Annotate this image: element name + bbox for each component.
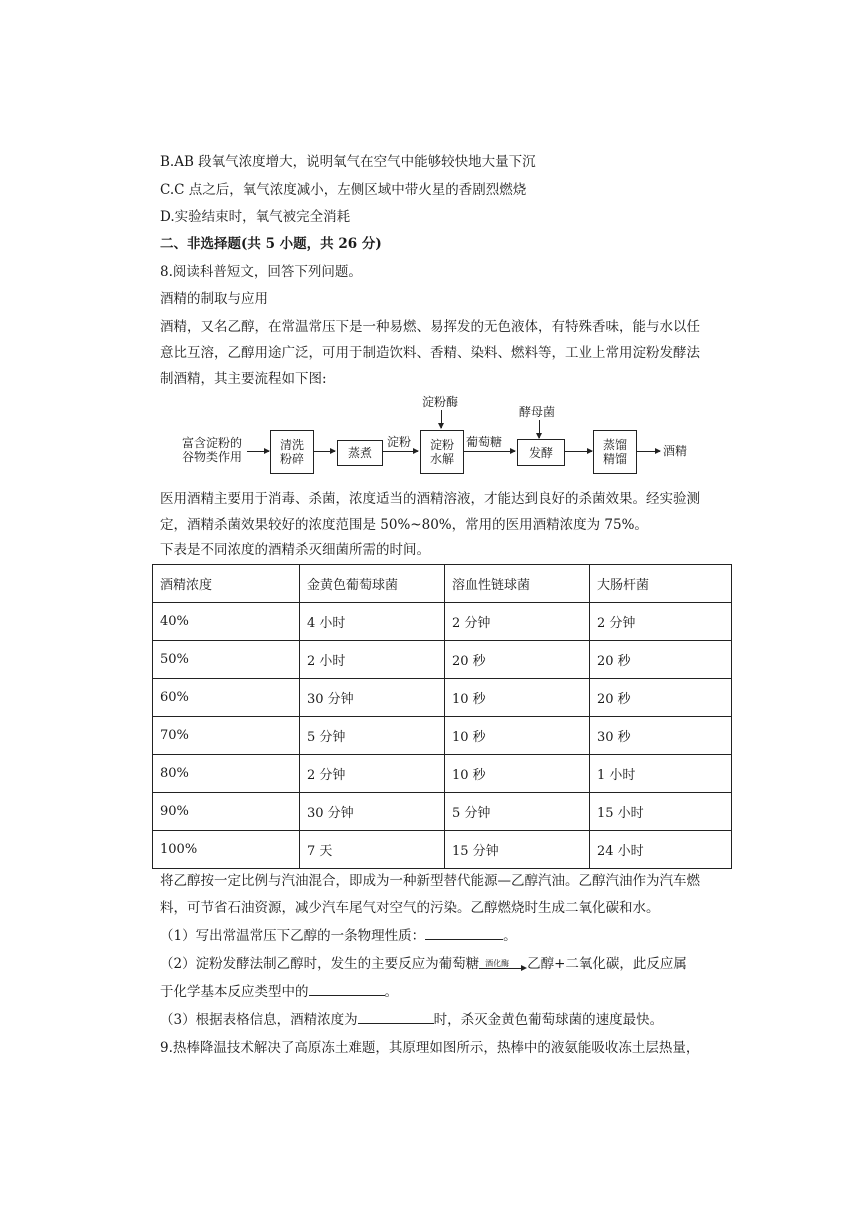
question-2-text-line-2: 于化学基本反应类型中的 [160,984,309,1000]
flow-box-distill-label: 蒸馏 [602,438,627,452]
reaction-arrow [479,958,527,972]
question-8-intro: 8.阅读科普短文，回答下列问题。 [160,264,362,280]
table-cell: 30 分钟 [300,793,445,831]
table-header-cell: 酒精浓度 [153,565,300,603]
paragraph-2-line-2: 定，酒精杀菌效果较好的浓度范围是 50%~80%，常用的医用酒精浓度为 75%。 [160,517,648,533]
arrow-1 [247,451,269,452]
flow-box-wash-crush [270,430,314,474]
flow-box-ferment-label: 发酵 [528,445,553,460]
table-cell: 40% [153,603,300,641]
table-row [153,755,732,793]
paragraph-2-line-3: 下表是不同浓度的酒精杀灭细菌所需的时间。 [160,542,430,558]
table-cell: 100% [153,831,300,869]
question-1-text: （1）写出常温常压下乙醇的一条物理性质： [160,928,426,944]
alcohol-sterilization-table [152,564,732,869]
arrow-4 [463,451,515,452]
table-cell: 60% [153,679,300,717]
answer-blank-3[interactable] [358,1011,434,1024]
table-cell: 80% [153,755,300,793]
flow-box-steam [337,440,383,466]
table-cell: 2 分钟 [300,755,445,793]
paragraph-1-line-1: 酒精，又名乙醇，在常温常压下是一种易燃、易挥发的无色液体，有特殊香味，能与水以任 [160,319,700,335]
table-cell: 5 分钟 [445,793,590,831]
table-cell: 4 小时 [300,603,445,641]
flow-label-amylase: 淀粉酶 [422,395,459,409]
paragraph-3-line-2: 料，可节省石油资源，减少汽车尾气对空气的污染。乙醇燃烧时生成二氧化碳和水。 [160,900,660,916]
table-cell: 50% [153,641,300,679]
table-cell: 5 分钟 [300,717,445,755]
paragraph-1-line-3: 制酒精，其主要流程如下图: [160,371,327,387]
question-2-text-cont: 乙醇+二氧化碳，此反应属 [527,956,687,972]
flow-box-hydrolysis [420,430,464,474]
table-cell: 10 秒 [445,755,590,793]
flow-box-hydrolysis-label: 水解 [429,452,454,466]
flow-box-distill [593,430,637,474]
question-9-intro: 9.热棒降温技术解决了高原冻土难题，其原理如图所示，热棒中的液氨能吸收冻土层热量， [160,1040,700,1056]
flow-box-crush-label: 粉碎 [279,452,304,466]
table-cell: 10 秒 [445,679,590,717]
option-d: D.实验结束时，氧气被完全消耗 [160,209,351,225]
table-row [153,679,732,717]
question-3-text-cont: 时，杀灭金黄色葡萄球菌的速度最快。 [433,1012,664,1028]
answer-blank-2[interactable] [309,983,385,996]
question-3 [160,1011,663,1029]
table-cell: 15 分钟 [445,831,590,869]
arrow-amylase [441,410,442,428]
flow-label-glucose: 葡萄糖 [466,435,503,449]
table-row [153,641,732,679]
table-header-cell: 溶血性链球菌 [445,565,590,603]
paragraph-2-line-1: 医用酒精主要用于消毒、杀菌，浓度适当的酒精溶液，才能达到良好的杀菌效果。经实验测 [160,491,700,507]
paragraph-3-line-1: 将乙醇按一定比例与汽油混合，即成为一种新型替代能源—乙醇汽油。乙醇汽油作为汽车燃 [160,873,700,889]
flow-box-rectify-label: 精馏 [602,452,627,466]
question-3-text: （3）根据表格信息，酒精浓度为 [160,1012,358,1028]
table-row [153,603,732,641]
catalyst-label: 酒化酶 [485,958,510,968]
arrow-6 [636,451,660,452]
table-cell: 70% [153,717,300,755]
table-cell: 2 分钟 [445,603,590,641]
article-title: 酒精的制取与应用 [160,291,268,307]
flow-start-line-1: 富含淀粉的 [182,436,243,450]
question-2-line-2 [160,983,398,1001]
question-2-end: 。 [384,984,398,1000]
table-cell: 30 秒 [590,717,732,755]
table-row [153,717,732,755]
option-b: B.AB 段氧气浓度增大，说明氧气在空气中能够较快地大量下沉 [160,154,536,170]
arrow-2 [313,451,335,452]
table-cell: 20 秒 [590,679,732,717]
table-row [153,793,732,831]
question-1 [160,927,517,945]
flow-box-ferment [517,439,565,466]
flow-box-starch-label: 淀粉 [429,438,454,452]
question-2 [160,955,687,973]
question-2-text: （2）淀粉发酵法制乙醇时，发生的主要反应为葡萄糖 [160,956,480,972]
option-c: C.C 点之后，氧气浓度减小，左侧区域中带火星的香剧烈燃烧 [160,182,527,198]
table-row [153,831,732,869]
table-cell: 15 小时 [590,793,732,831]
table-cell: 10 秒 [445,717,590,755]
flow-end-alcohol: 酒精 [663,444,688,458]
table-cell: 20 秒 [590,641,732,679]
answer-blank-1[interactable] [425,927,503,940]
table-cell: 90% [153,793,300,831]
arrow-yeast [539,420,540,438]
flow-start-line-2: 谷物类作用 [182,450,243,464]
table-cell: 30 分钟 [300,679,445,717]
table-header-cell: 金黄色葡萄球菌 [300,565,445,603]
flow-box-steam-label: 蒸煮 [347,446,372,460]
arrow-3 [382,451,418,452]
process-flow-diagram [155,392,715,482]
table-cell: 1 小时 [590,755,732,793]
table-header-cell: 大肠杆菌 [590,565,732,603]
flow-box-wash-label: 清洗 [279,438,304,452]
section-heading: 二、非选择题(共 5 小题，共 26 分) [160,236,382,252]
paragraph-1-line-2: 意比互溶，乙醇用途广泛，可用于制造饮料、香精、染料、燃料等，工业上常用淀粉发酵法 [160,345,700,361]
question-1-end: 。 [503,928,517,944]
flow-label-starch: 淀粉 [387,435,412,449]
flow-label-yeast: 酵母菌 [519,405,556,419]
table-cell: 20 秒 [445,641,590,679]
arrow-5 [564,451,592,452]
table-header-row [153,565,732,603]
table-cell: 2 分钟 [590,603,732,641]
table-cell: 2 小时 [300,641,445,679]
table-cell: 7 天 [300,831,445,869]
table-cell: 24 小时 [590,831,732,869]
